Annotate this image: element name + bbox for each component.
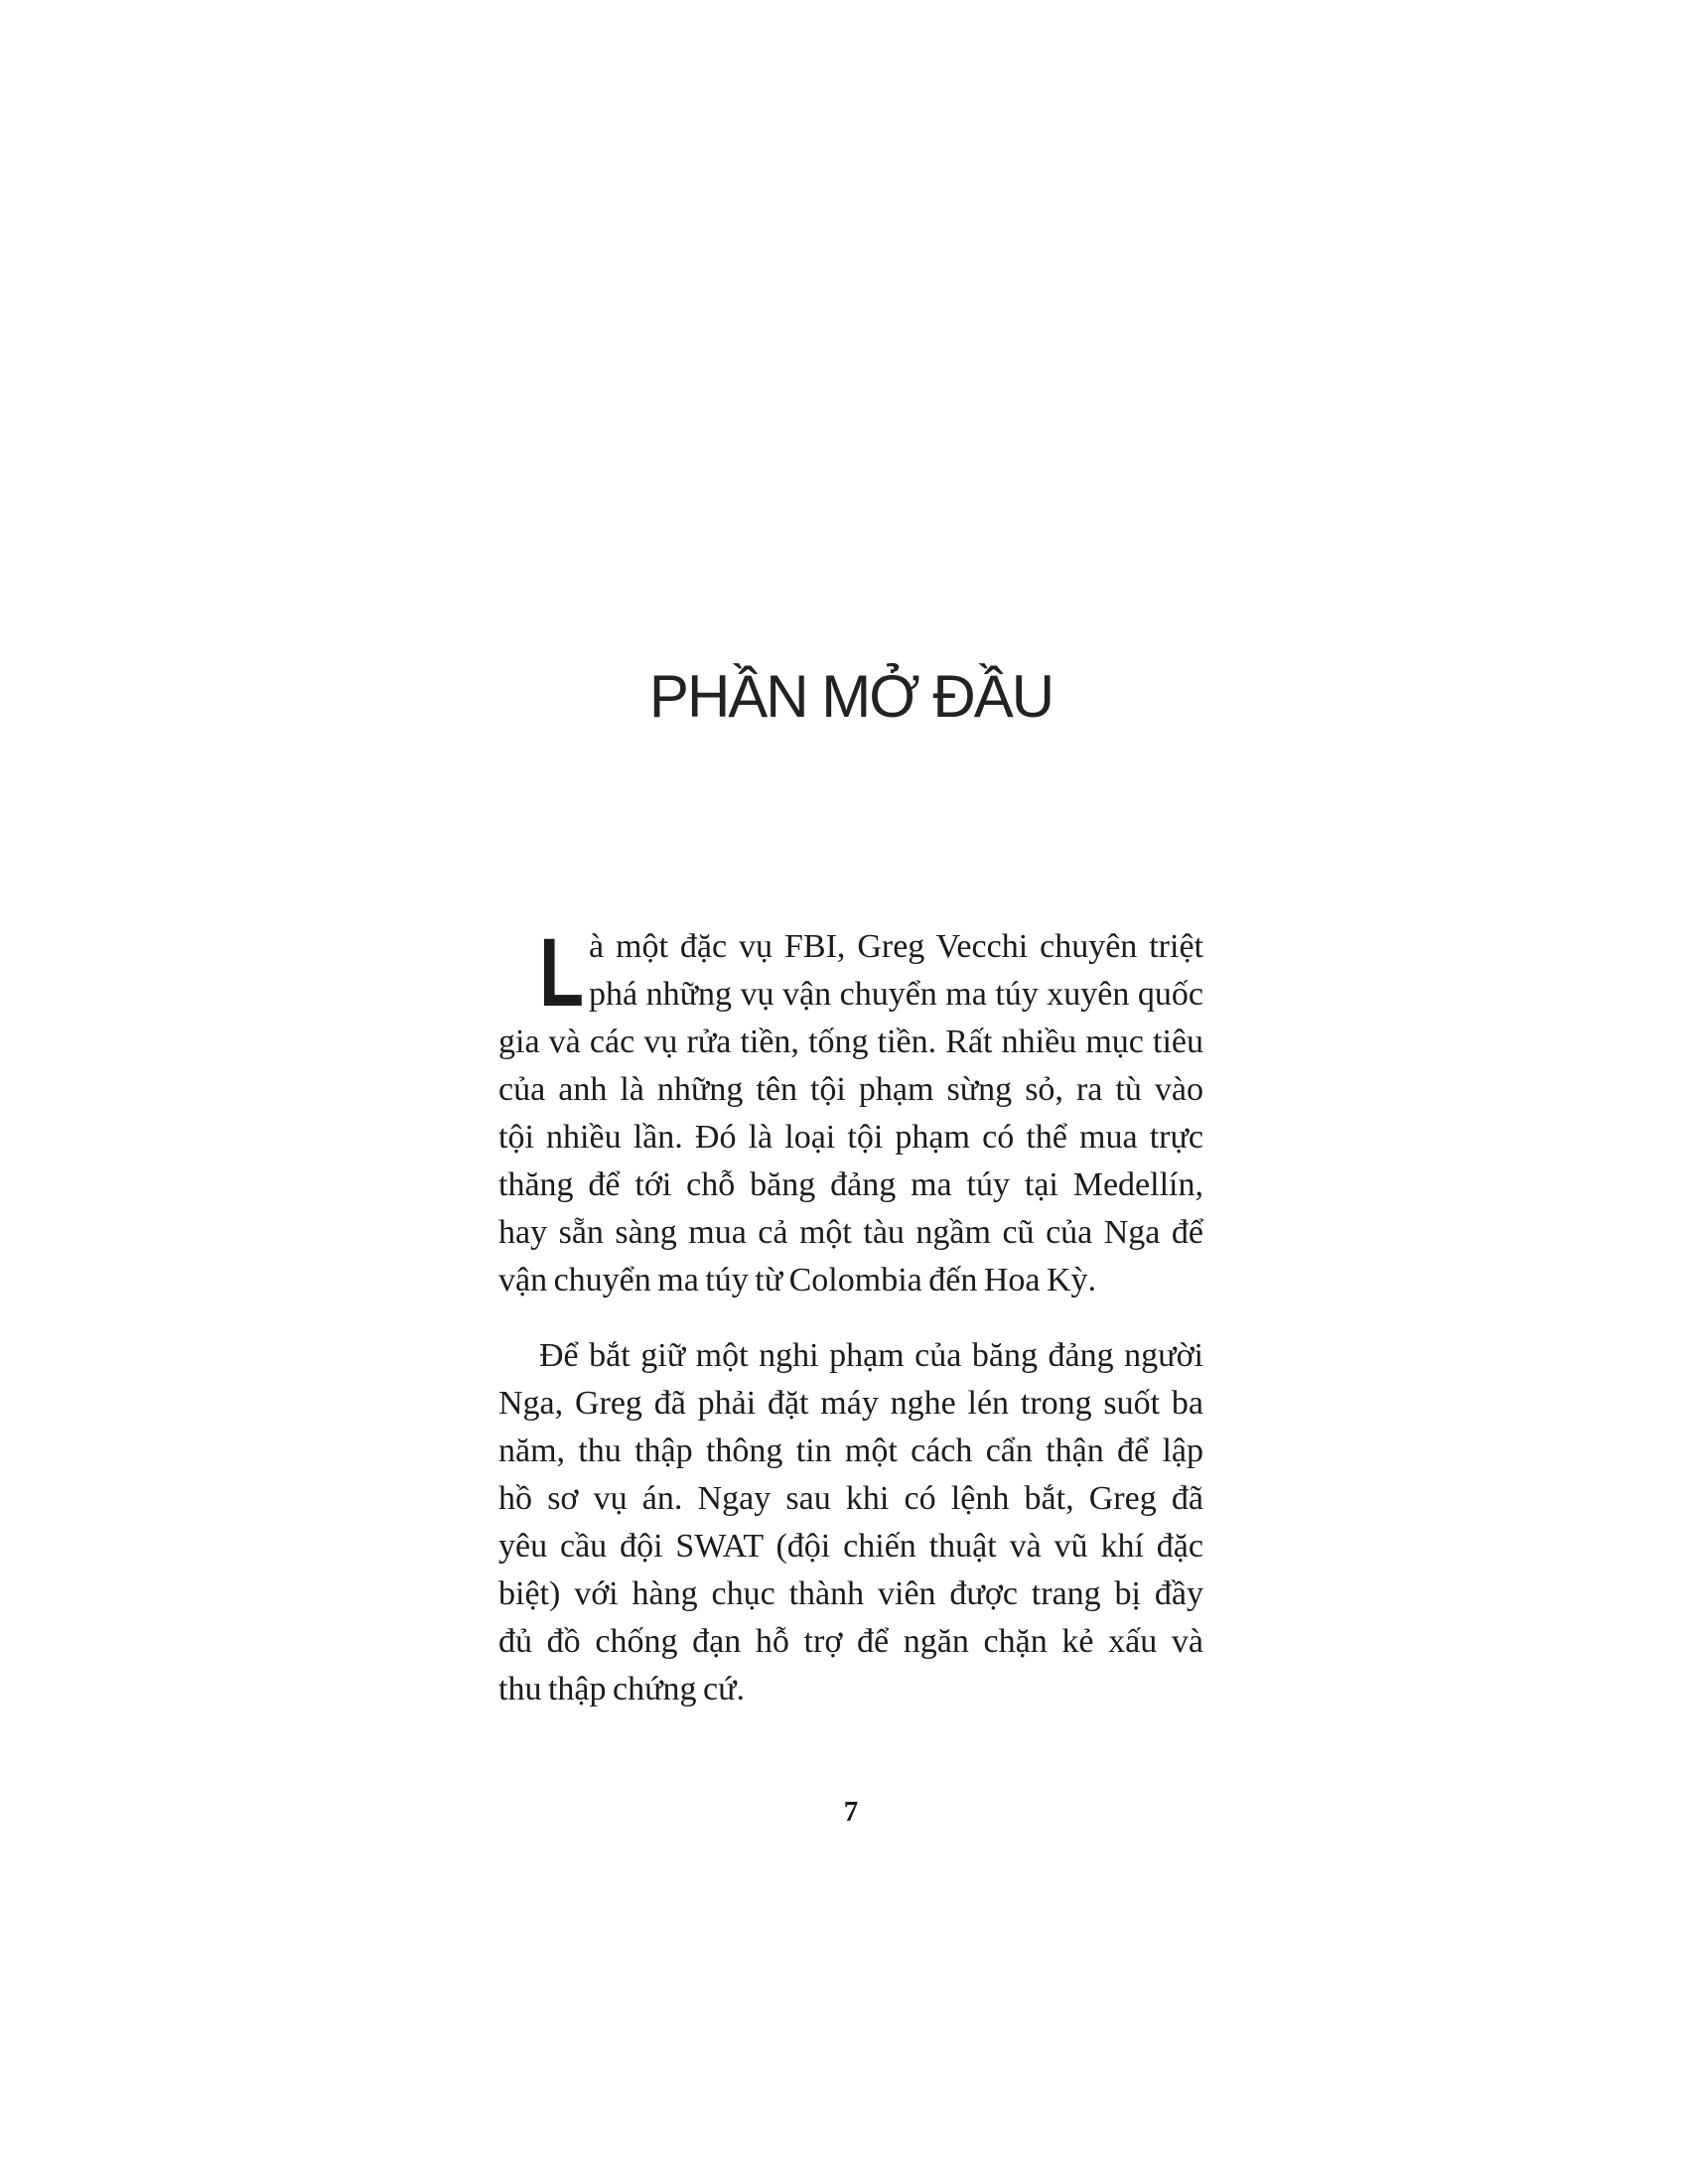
- text-line: yêu cầu đội SWAT (đội chiến thuật và vũ khí đặc: [498, 1528, 1203, 1565]
- drop-cap: L: [539, 918, 585, 1026]
- text-line: Nga, Greg đã phải đặt máy nghe lén trong suốt ba: [498, 1385, 1203, 1422]
- text-line: biệt) với hàng chục thành viên được trang bị đầy: [498, 1575, 1203, 1612]
- text-line: đủ đồ chống đạn hỗ trợ để ngăn chặn kẻ xấu và: [498, 1623, 1203, 1660]
- page-number: 7: [843, 1796, 859, 1828]
- text-line: tội nhiều lần. Đó là loại tội phạm có thể mua trực: [498, 1119, 1203, 1156]
- chapter-title: PHẦN MỞ ĐẦU: [648, 663, 1054, 730]
- text-line: à một đặc vụ FBI, Greg Vecchi chuyên triệt: [589, 928, 1203, 965]
- paragraph-1: [498, 918, 1203, 1304]
- text-line: thu thập chứng cứ.: [498, 1671, 746, 1707]
- text-line: phá những vụ vận chuyển ma túy xuyên quốc: [589, 976, 1203, 1013]
- paragraph-2: [498, 1332, 1203, 1713]
- text-line: Để bắt giữ một nghi phạm của băng đảng người: [539, 1337, 1203, 1374]
- text-line: của anh là những tên tội phạm sừng sỏ, ra tù vào: [498, 1071, 1203, 1108]
- text-line: gia và các vụ rửa tiền, tống tiền. Rất nhiều mục tiêu: [498, 1024, 1203, 1060]
- text-line: hồ sơ vụ án. Ngay sau khi có lệnh bắt, Greg đã: [498, 1480, 1203, 1517]
- text-line: thăng để tới chỗ băng đảng ma túy tại Medellín,: [498, 1166, 1203, 1203]
- text-line: năm, thu thập thông tin một cách cẩn thận để lập: [498, 1433, 1203, 1469]
- text-line: hay sẵn sàng mua cả một tàu ngầm cũ của Nga để: [498, 1214, 1203, 1251]
- text-line: vận chuyển ma túy từ Colombia đến Hoa Kỳ.: [498, 1262, 1097, 1298]
